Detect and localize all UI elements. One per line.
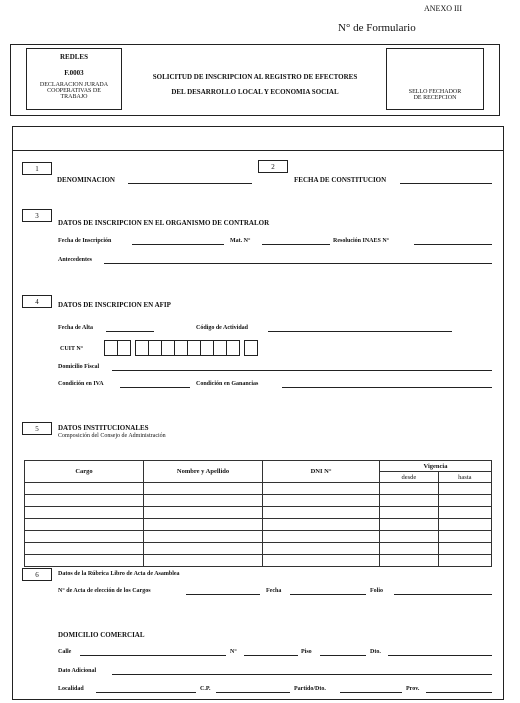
acta-label: N° de Acta de elección de los Cargos <box>58 588 151 594</box>
denominacion-label: DENOMINACION <box>57 176 115 184</box>
cuit-digit-box[interactable] <box>149 341 162 356</box>
redles-title: REDLES <box>59 53 88 61</box>
piso-label: Piso <box>301 649 312 655</box>
table-row[interactable] <box>25 555 492 567</box>
cuit-digit-box[interactable] <box>162 341 175 356</box>
form-title-line1: SOLICITUD DE INSCRIPCION AL REGISTRO DE EFECTORES <box>152 73 358 81</box>
folio-field[interactable] <box>394 594 492 595</box>
antecedentes-field[interactable] <box>104 263 492 264</box>
table-row[interactable] <box>25 531 492 543</box>
consejo-table <box>24 460 492 567</box>
table-row[interactable] <box>25 543 492 555</box>
col-cargo: Cargo <box>25 461 144 483</box>
condicion-iva-field[interactable] <box>120 387 190 388</box>
mat-label: Mat. N° <box>230 238 251 244</box>
resolucion-field[interactable] <box>414 244 492 245</box>
condicion-iva-label: Condición en IVA <box>58 381 104 387</box>
section5-subtitle: Composición del Consejo de Administración <box>58 433 166 439</box>
section6-number: 6 <box>22 568 52 581</box>
col-dni: DNI N° <box>263 461 380 483</box>
redles-line2: COOPERATIVAS DE <box>47 88 101 94</box>
form-number-label: N° de Formulario <box>338 22 416 34</box>
fecha-alta-label: Fecha de Alta <box>58 325 93 331</box>
cuit-digit-box[interactable] <box>188 341 201 356</box>
localidad-field[interactable] <box>96 692 196 693</box>
fecha-alta-field[interactable] <box>106 331 154 332</box>
col-vigencia: Vigencia <box>380 461 492 472</box>
partido-label: Partido/Dto. <box>294 686 326 692</box>
partido-field[interactable] <box>340 692 402 693</box>
cp-label: C.P. <box>200 686 211 692</box>
cp-field[interactable] <box>216 692 290 693</box>
condicion-ganancias-field[interactable] <box>282 387 492 388</box>
dto-field[interactable] <box>388 655 492 656</box>
fecha-field[interactable] <box>290 594 366 595</box>
col-hasta: hasta <box>438 472 491 483</box>
table-row[interactable] <box>25 519 492 531</box>
section6-title: Datos de la Rúbrica Libro de Acta de Asamblea <box>58 571 180 577</box>
fecha-inscripcion-label: Fecha de Inscripción <box>58 238 112 244</box>
fecha-constitucion-label: FECHA DE CONSTITUCION <box>294 176 387 184</box>
antecedentes-label: Antecedentes <box>58 257 92 263</box>
dato-adicional-label: Dato Adicional <box>58 668 97 674</box>
cuit-label: CUIT N° <box>60 346 84 352</box>
dto-label: Dto. <box>370 649 381 655</box>
cuit-digit-box[interactable] <box>136 341 149 356</box>
prov-label: Prov. <box>406 686 420 692</box>
frame-divider <box>12 150 504 151</box>
redles-line3: TRABAJO <box>60 94 88 100</box>
redles-box <box>26 48 122 110</box>
numero-field[interactable] <box>244 655 298 656</box>
section1-number: 1 <box>22 162 52 175</box>
numero-label: N° <box>230 649 237 655</box>
folio-label: Folio <box>370 588 383 594</box>
table-row[interactable] <box>25 507 492 519</box>
table-row[interactable] <box>25 483 492 495</box>
cuit-digit-box[interactable] <box>227 341 240 356</box>
resolucion-label: Resolución INAES N° <box>333 238 390 244</box>
cuit-digit-box[interactable] <box>245 341 258 356</box>
domicilio-fiscal-label: Domicilio Fiscal <box>58 364 100 370</box>
section3-number: 3 <box>22 209 52 222</box>
col-desde: desde <box>380 472 439 483</box>
section4-title: DATOS DE INSCRIPCION EN AFIP <box>58 301 171 309</box>
mat-field[interactable] <box>262 244 330 245</box>
section4-number: 4 <box>22 295 52 308</box>
cuit-digit-box[interactable] <box>214 341 227 356</box>
form-frame <box>12 126 504 700</box>
stamp-box <box>386 48 484 110</box>
table-row[interactable] <box>25 495 492 507</box>
stamp-line2: DE RECEPCION <box>413 95 457 101</box>
section2-number: 2 <box>258 160 288 173</box>
section5-title: DATOS INSTITUCIONALES <box>58 424 149 432</box>
col-nombre: Nombre y Apellido <box>144 461 263 483</box>
section3-title: DATOS DE INSCRIPCION EN EL ORGANISMO DE CONTRALOR <box>58 219 270 227</box>
cuit-digit-box[interactable] <box>201 341 214 356</box>
denominacion-field[interactable] <box>128 183 252 184</box>
fecha-label: Fecha <box>266 588 282 594</box>
section5-number: 5 <box>22 422 52 435</box>
cuit-boxes[interactable] <box>104 340 258 356</box>
dato-adicional-field[interactable] <box>112 674 492 675</box>
stamp-line1: SELLO FECHADOR <box>408 89 462 95</box>
cuit-digit-box[interactable] <box>105 341 118 356</box>
prov-field[interactable] <box>426 692 492 693</box>
domicilio-title: DOMICILIO COMERCIAL <box>58 631 145 639</box>
localidad-label: Localidad <box>58 686 84 692</box>
fecha-constitucion-field[interactable] <box>400 183 492 184</box>
codigo-actividad-field[interactable] <box>268 331 452 332</box>
fecha-inscripcion-field[interactable] <box>132 244 224 245</box>
calle-field[interactable] <box>80 655 226 656</box>
cuit-digit-box[interactable] <box>118 341 131 356</box>
form-title-line2: DEL DESARROLLO LOCAL Y ECONOMIA SOCIAL <box>171 88 339 96</box>
calle-label: Calle <box>58 649 72 655</box>
acta-field[interactable] <box>186 594 260 595</box>
piso-field[interactable] <box>320 655 366 656</box>
redles-code: F.0003 <box>64 69 84 77</box>
condicion-ganancias-label: Condición en Ganancias <box>196 381 259 387</box>
cuit-digit-box[interactable] <box>175 341 188 356</box>
codigo-actividad-label: Código de Actividad <box>196 325 249 331</box>
anexo-label: ANEXO III <box>424 4 462 13</box>
redles-line1: DECLARACION JURADA <box>39 82 109 88</box>
domicilio-fiscal-field[interactable] <box>112 370 492 371</box>
